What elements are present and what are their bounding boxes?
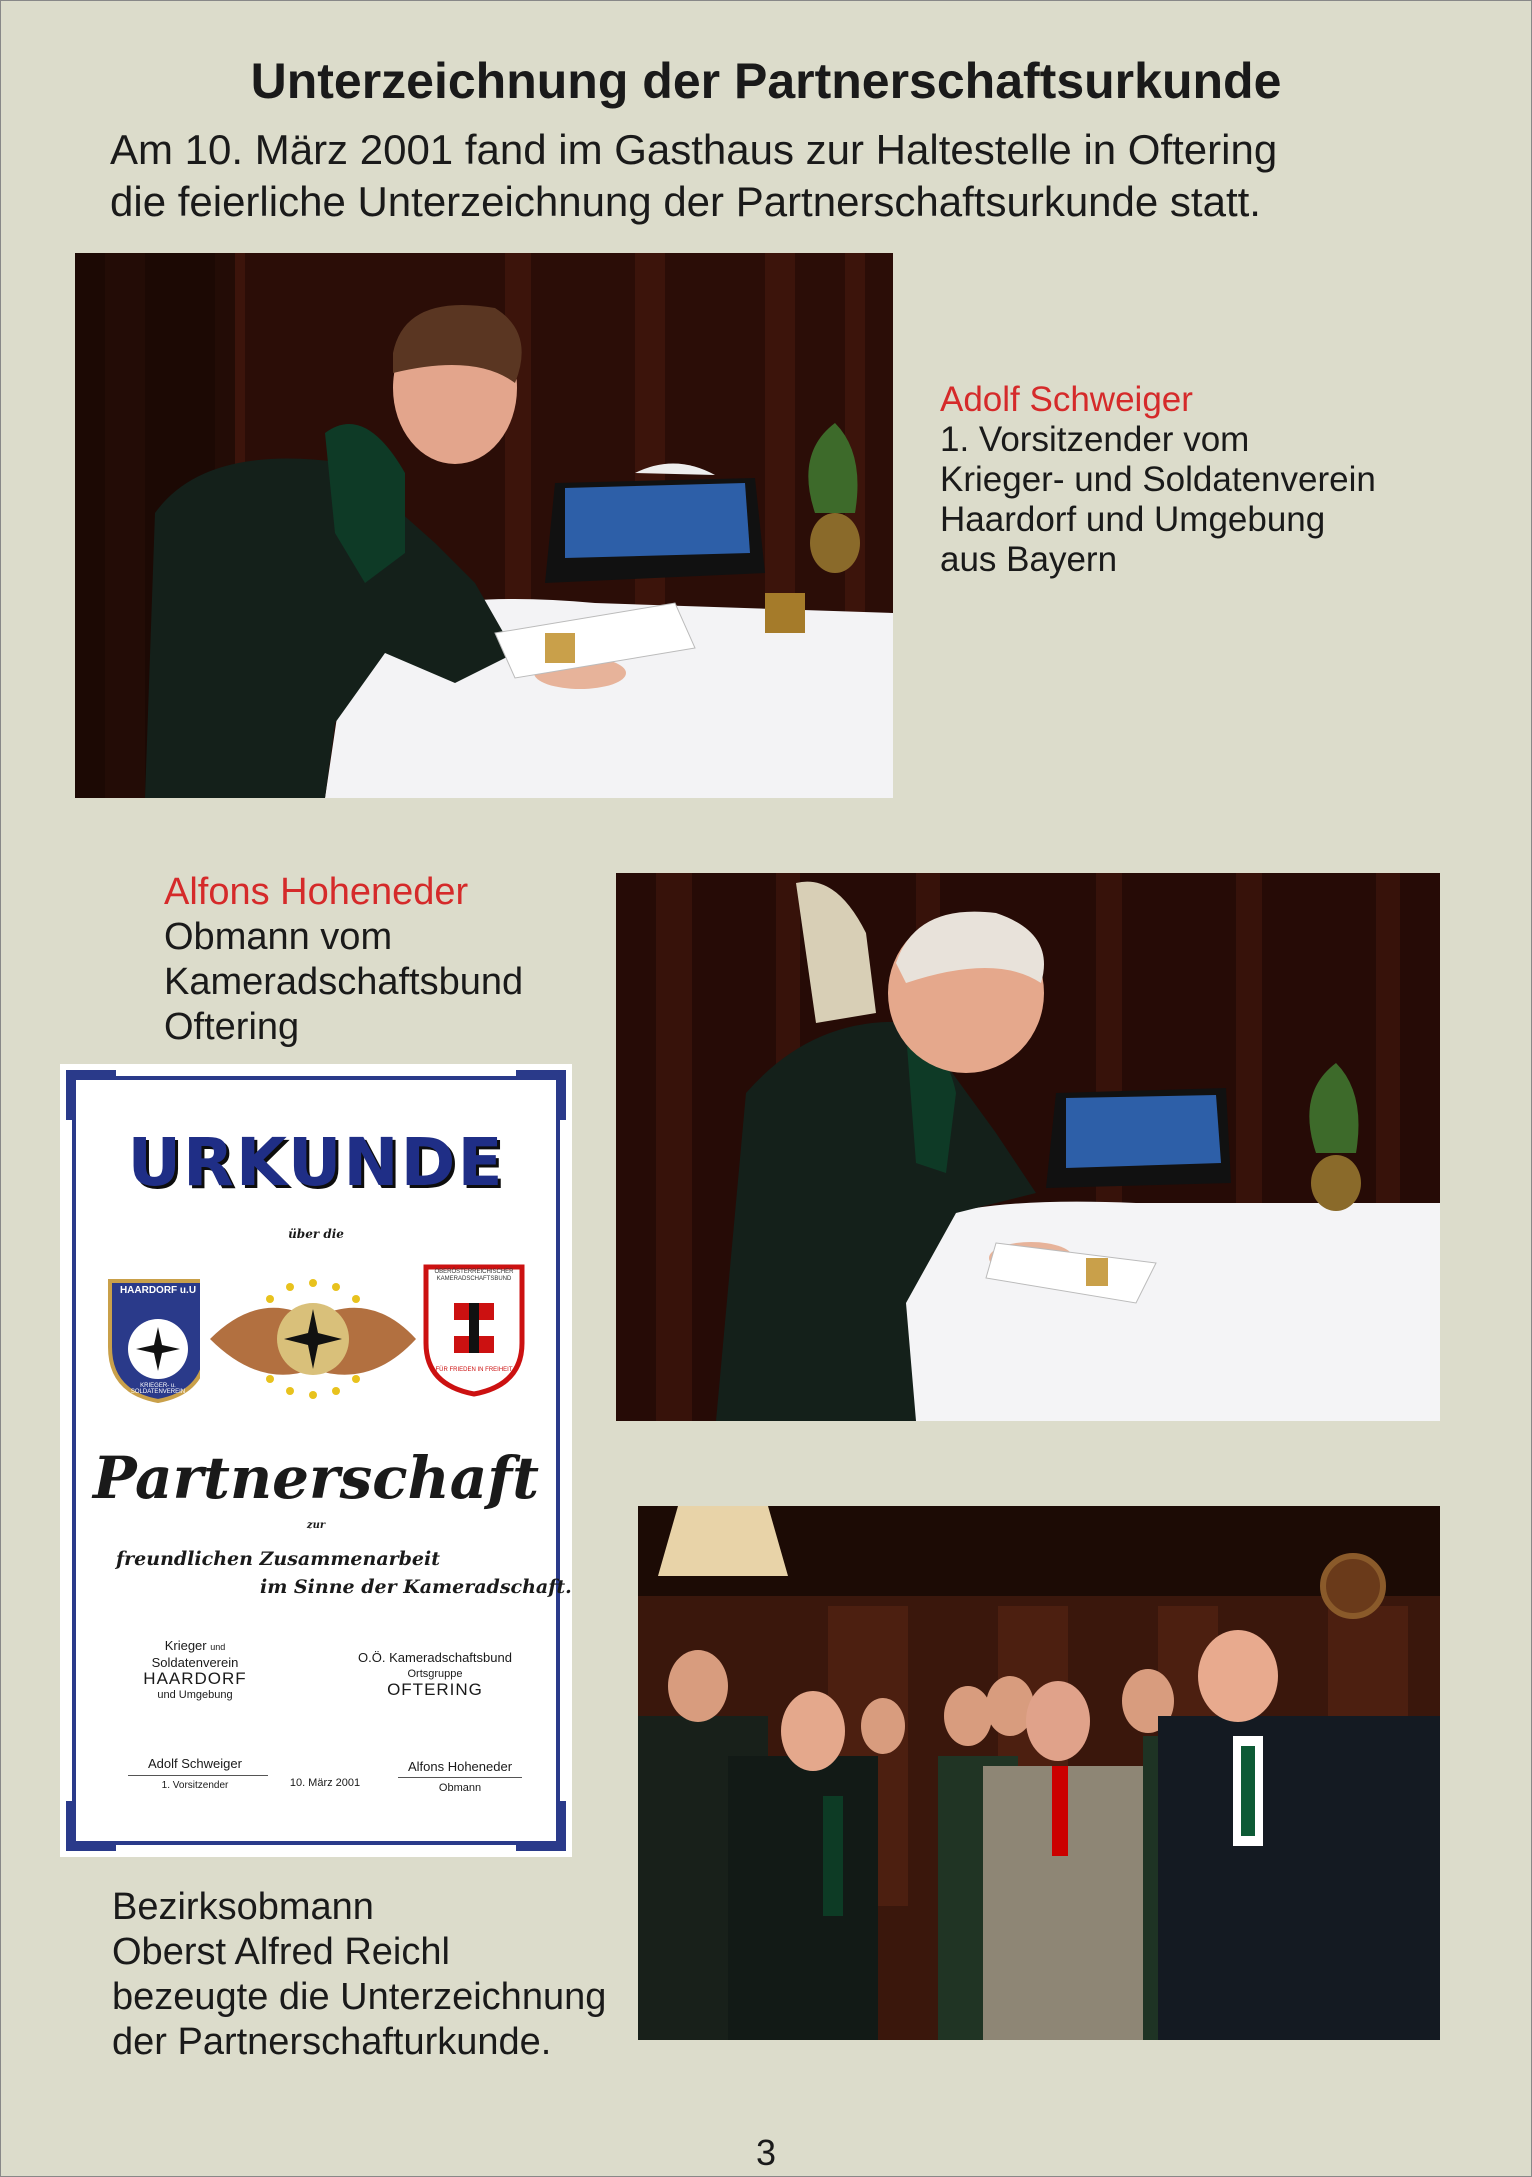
certificate-left-org	[120, 1638, 270, 1703]
sign-right-name: Alfons Hoheneder	[407, 1759, 513, 1774]
handshake-emblem	[200, 1259, 426, 1419]
right-org-line-1: O.Ö. Kameradschaftsbund	[358, 1650, 512, 1665]
haardorf-logo	[106, 1277, 210, 1405]
left-org-line-1	[120, 1638, 270, 1655]
right-org-line-2: Ortsgruppe	[407, 1668, 463, 1680]
left-org-line-4: und Umgebung	[157, 1689, 233, 1701]
photo-schweiger-signing	[75, 253, 893, 798]
left-org-line-3: HAARDORF	[143, 1669, 247, 1688]
haardorf-logo-ring: KRIEGER- u. SOLDATENVEREIN	[130, 1383, 186, 1395]
certificate-right-org	[350, 1650, 520, 1698]
photo-hoheneder-signing	[616, 873, 1440, 1421]
certificate-heading: URKUNDE	[127, 1124, 505, 1201]
certificate-corner	[516, 1801, 566, 1851]
caption-reichl-line: der Partnerschafturkunde.	[112, 2021, 552, 2063]
photo-hoheneder-illustration	[616, 873, 1440, 1421]
certificate-partnerschaft: Partnerschaft	[92, 1444, 540, 1512]
caption-hoheneder-line: Kameradschaftsbund	[164, 961, 524, 1003]
caption-schweiger-line: aus Bayern	[940, 540, 1118, 579]
caption-reichl-line: Oberst Alfred Reichl	[112, 1931, 450, 1973]
caption-reichl	[112, 1885, 606, 2065]
caption-reichl-line: Bezirksobmann	[112, 1886, 374, 1928]
certificate-phrase-1: freundlichen Zusammenarbeit	[116, 1548, 441, 1570]
certificate-date: 10. März 2001	[289, 1777, 361, 1789]
sign-left-name: Adolf Schweiger	[148, 1756, 242, 1771]
intro-line-2: die feierliche Unterzeichnung der Partnerschaftsurkunde statt.	[110, 178, 1261, 225]
intro-text	[110, 124, 1430, 228]
certificate-ueber: über die	[288, 1227, 344, 1241]
caption-schweiger-line: 1. Vorsitzender vom	[940, 420, 1250, 459]
left-org-line-2: Soldatenverein	[151, 1655, 239, 1670]
photo-schweiger-illustration	[75, 253, 893, 798]
sign-left-line	[128, 1775, 268, 1776]
certificate-corner	[66, 1801, 116, 1851]
certificate-zur: zur	[306, 1520, 326, 1531]
caption-reichl-line: bezeugte die Unterzeichnung	[112, 1976, 607, 2018]
intro-line-1: Am 10. März 2001 fand im Gasthaus zur Haltestelle in Oftering	[110, 126, 1278, 173]
certificate-image	[60, 1064, 572, 1857]
caption-schweiger-line: Haardorf und Umgebung	[940, 500, 1326, 539]
photo-group	[638, 1506, 1440, 2040]
certificate-phrase-2: im Sinne der Kameradschaft.	[260, 1576, 572, 1598]
certificate-corner	[516, 1070, 566, 1120]
sign-right-line	[398, 1777, 522, 1778]
kameradschaftsbund-shield-icon	[422, 1263, 526, 1398]
caption-hoheneder-name: Alfons Hoheneder	[164, 871, 469, 913]
kameradschaftsbund-logo-top: OBERÖSTERREICHISCHER KAMERADSCHAFTSBUND	[434, 1269, 514, 1282]
handshake-icon	[200, 1259, 426, 1419]
kameradschaftsbund-logo-ring: FÜR FRIEDEN IN FREIHEIT	[435, 1367, 513, 1373]
caption-hoheneder-line: Obmann vom	[164, 916, 393, 958]
page-title: Unterzeichnung der Partnerschaftsurkunde	[250, 53, 1282, 109]
kameradschaftsbund-logo	[422, 1263, 526, 1398]
caption-schweiger	[940, 380, 1376, 580]
photo-group-illustration	[638, 1506, 1440, 2040]
caption-hoheneder	[164, 870, 523, 1050]
sign-left-role: 1. Vorsitzender	[161, 1780, 229, 1791]
right-org-line-3: OFTERING	[387, 1680, 483, 1699]
page-number: 3	[755, 2132, 777, 2173]
haardorf-logo-top: HAARDORF u.U	[119, 1285, 197, 1296]
left-org-und: und	[210, 1642, 226, 1652]
caption-schweiger-line: Krieger- und Soldatenverein	[940, 460, 1376, 499]
certificate-corner	[66, 1070, 116, 1120]
sign-right-role: Obmann	[438, 1782, 482, 1794]
left-org-krieger: Krieger	[164, 1638, 207, 1653]
caption-hoheneder-line: Oftering	[164, 1006, 300, 1048]
caption-schweiger-name: Adolf Schweiger	[940, 380, 1193, 419]
